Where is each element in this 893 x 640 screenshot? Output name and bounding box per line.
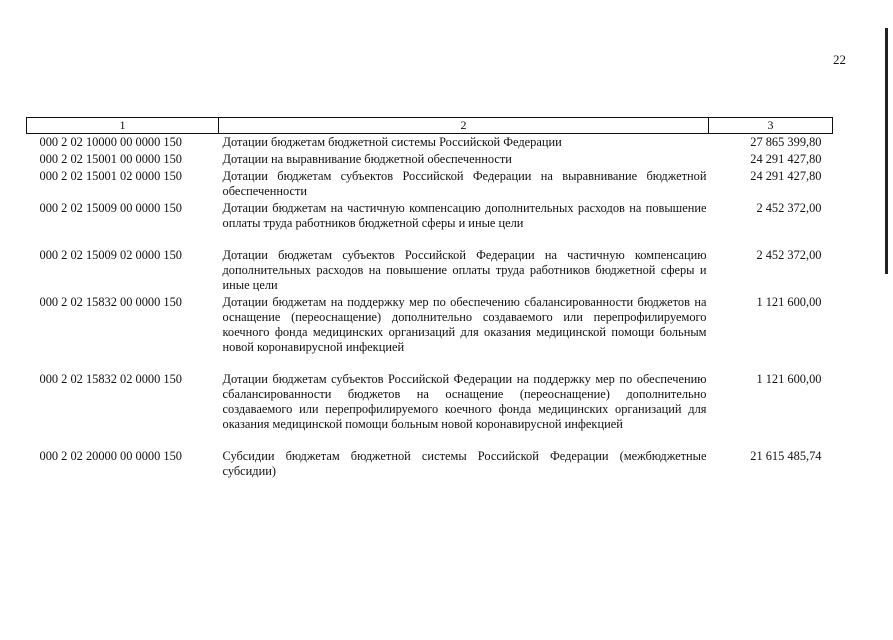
table-row — [27, 371, 833, 448]
table-row — [27, 448, 833, 480]
row-code: 000 2 02 10000 00 0000 150 — [39, 135, 182, 149]
page-number: 22 — [833, 52, 846, 67]
row-code: 000 2 02 15001 00 0000 150 — [39, 152, 182, 166]
row-code: 000 2 02 15832 00 0000 150 — [39, 295, 182, 309]
row-name: Дотации бюджетам субъектов Российской Федерации на частичную компенсацию дополнительных расходов на повышение оплаты труда работников бюджетной сферы и иные цели — [222, 248, 707, 292]
row-amount: 21 615 485,74 — [750, 449, 822, 463]
header-col-2: 2 — [219, 118, 709, 134]
row-name: Дотации на выравнивание бюджетной обеспеченности — [222, 152, 512, 166]
revenue-table — [26, 117, 833, 480]
table-row — [27, 247, 833, 294]
table-row — [27, 294, 833, 371]
row-amount: 2 452 372,00 — [756, 201, 822, 215]
header-col-3: 3 — [709, 118, 833, 134]
row-name: Дотации бюджетам бюджетной системы Российской Федерации — [222, 135, 562, 149]
row-name: Субсидии бюджетам бюджетной системы Российской Федерации (межбюджетные субсидии) — [222, 449, 707, 478]
row-name: Дотации бюджетам субъектов Российской Федерации на поддержку мер по обеспечению сбалансированности бюджетов на оснащение (переоснащение) дополнительно создаваемого или перепрофилируемого коечного фонда медицинских организаций для оказания медицинской помощи больным новой коронавирусной инфекцией — [222, 372, 707, 431]
row-name: Дотации бюджетам на поддержку мер по обеспечению сбалансированности бюджетов на оснащение (переоснащение) дополнительно создаваемого или перепрофилируемого коечного фонда медицинских организаций для оказания медицинской помощи больным новой коронавирусной инфекцией — [222, 295, 707, 354]
table-header-row — [27, 118, 833, 134]
row-amount: 24 291 427,80 — [750, 152, 822, 166]
row-code: 000 2 02 15832 02 0000 150 — [39, 372, 182, 386]
row-code: 000 2 02 15009 00 0000 150 — [39, 201, 182, 215]
row-name: Дотации бюджетам на частичную компенсацию дополнительных расходов на повышение оплаты труда работников бюджетной сферы и иные цели — [222, 201, 707, 230]
row-code: 000 2 02 20000 00 0000 150 — [39, 449, 182, 463]
row-code: 000 2 02 15001 02 0000 150 — [39, 169, 182, 183]
header-col-1: 1 — [27, 118, 219, 134]
table-row — [27, 200, 833, 247]
page-edge-line — [885, 28, 888, 274]
row-amount: 2 452 372,00 — [756, 248, 822, 262]
table-row — [27, 168, 833, 200]
table-row — [27, 151, 833, 168]
table-row — [27, 134, 833, 152]
row-amount: 27 865 399,80 — [750, 135, 822, 149]
row-code: 000 2 02 15009 02 0000 150 — [39, 248, 182, 262]
row-name: Дотации бюджетам субъектов Российской Федерации на выравнивание бюджетной обеспеченности — [222, 169, 707, 198]
row-amount: 1 121 600,00 — [756, 295, 822, 309]
row-amount: 24 291 427,80 — [750, 169, 822, 183]
row-amount: 1 121 600,00 — [756, 372, 822, 386]
